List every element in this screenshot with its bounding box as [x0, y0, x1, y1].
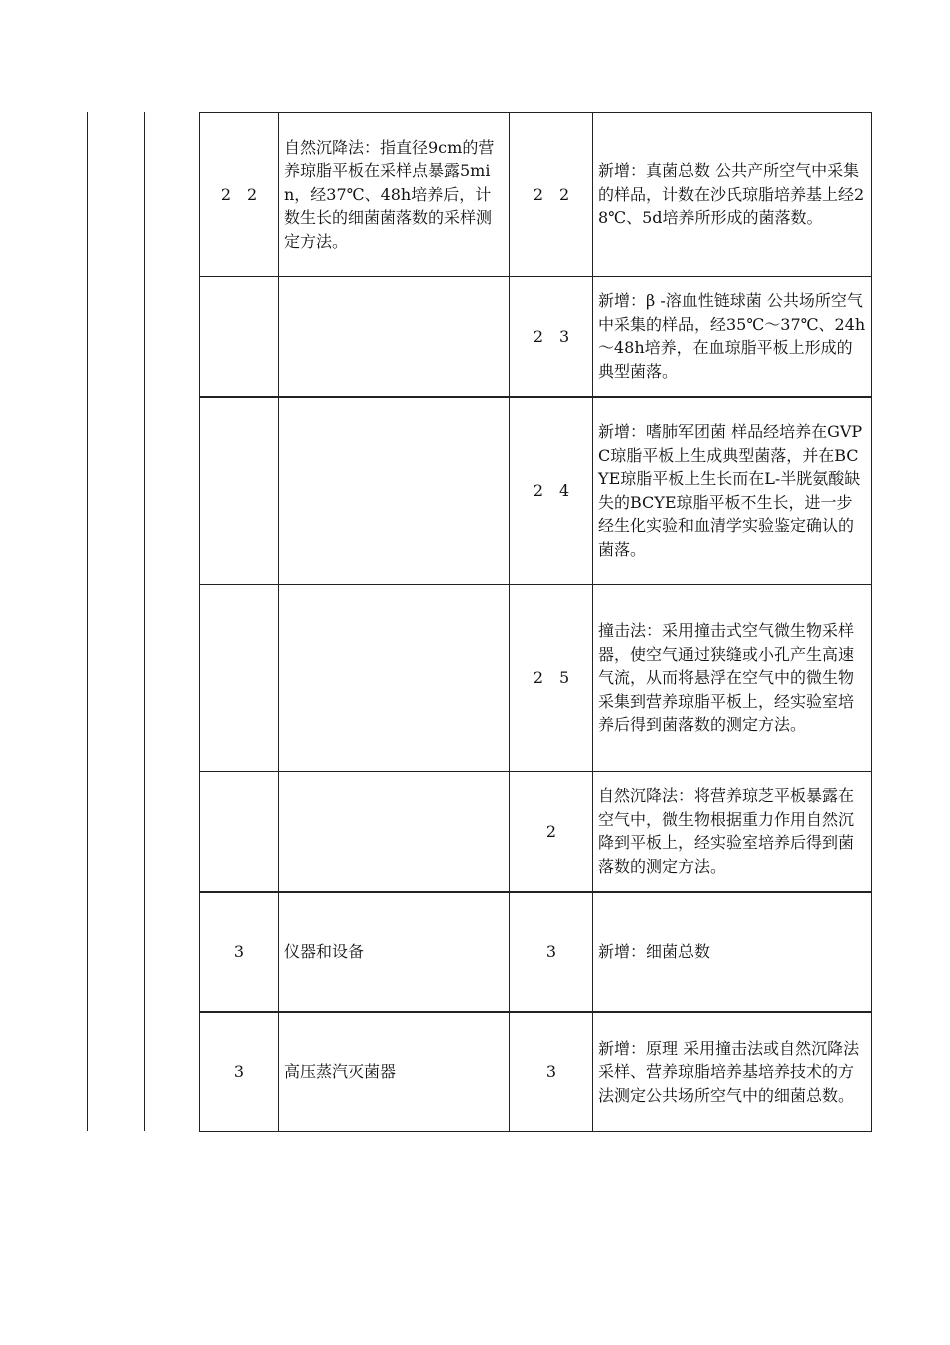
left-clause-number	[200, 772, 279, 892]
table-row	[200, 772, 872, 892]
left-clause-number	[200, 277, 279, 397]
table-row	[200, 1012, 872, 1132]
right-clause-text: 自然沉降法：将营养琼芝平板暴露在空气中，微生物根据重力作用自然沉降到平板上，经实验室培养后得到菌落数的测定方法。	[593, 772, 872, 892]
left-clause-number: 2 2	[200, 113, 279, 277]
left-margin-line-2	[144, 112, 145, 1131]
left-clause-text: 仪器和设备	[279, 892, 510, 1012]
table-row	[200, 892, 872, 1012]
right-clause-number: 3	[510, 892, 593, 1012]
left-clause-number	[200, 397, 279, 585]
right-clause-text: 新增：嗜肺军团菌 样品经培养在GVPC琼脂平板上生成典型菌落，并在BCYE琼脂平板上生长而在L-半胱氨酸缺失的BCYE琼脂平板不生长，进一步经生化实验和血清学实验鉴定确认的菌落。	[593, 397, 872, 585]
right-clause-number: 2 2	[510, 113, 593, 277]
right-clause-text: 新增：原理 采用撞击法或自然沉降法采样、营养琼脂培养基培养技术的方法测定公共场所空气中的细菌总数。	[593, 1012, 872, 1132]
left-clause-text	[279, 585, 510, 772]
right-clause-number: 2 5	[510, 585, 593, 772]
right-clause-number: 3	[510, 1012, 593, 1132]
table-row	[200, 277, 872, 397]
left-clause-number	[200, 585, 279, 772]
left-clause-text: 自然沉降法：指直径9cm的营养琼脂平板在采样点暴露5min，经37℃、48h培养后，计数生长的细菌菌落数的采样测定方法。	[279, 113, 510, 277]
right-clause-number: 2 4	[510, 397, 593, 585]
left-clause-text: 高压蒸汽灭菌器	[279, 1012, 510, 1132]
right-clause-text: 新增：细菌总数	[593, 892, 872, 1012]
left-margin-line-1	[87, 112, 88, 1131]
right-clause-text: 撞击法：采用撞击式空气微生物采样器，使空气通过狭缝或小孔产生高速气流，从而将悬浮在空气中的微生物采集到营养琼脂平板上，经实验室培养后得到菌落数的测定方法。	[593, 585, 872, 772]
right-clause-number: 2	[510, 772, 593, 892]
right-clause-text: 新增：真菌总数 公共产所空气中采集的样品，计数在沙氏琼脂培养基上经28℃、5d培养所形成的菌落数。	[593, 113, 872, 277]
left-clause-number: 3	[200, 1012, 279, 1132]
left-clause-text	[279, 772, 510, 892]
table-row	[200, 585, 872, 772]
right-clause-number: 2 3	[510, 277, 593, 397]
table-row	[200, 397, 872, 585]
left-clause-number: 3	[200, 892, 279, 1012]
left-clause-text	[279, 277, 510, 397]
left-clause-text	[279, 397, 510, 585]
right-clause-text: 新增：β -溶血性链球菌 公共场所空气中采集的样品，经35℃～37℃、24h～48h培养，在血琼脂平板上形成的典型菌落。	[593, 277, 872, 397]
table-row	[200, 113, 872, 277]
comparison-table	[199, 112, 872, 1132]
